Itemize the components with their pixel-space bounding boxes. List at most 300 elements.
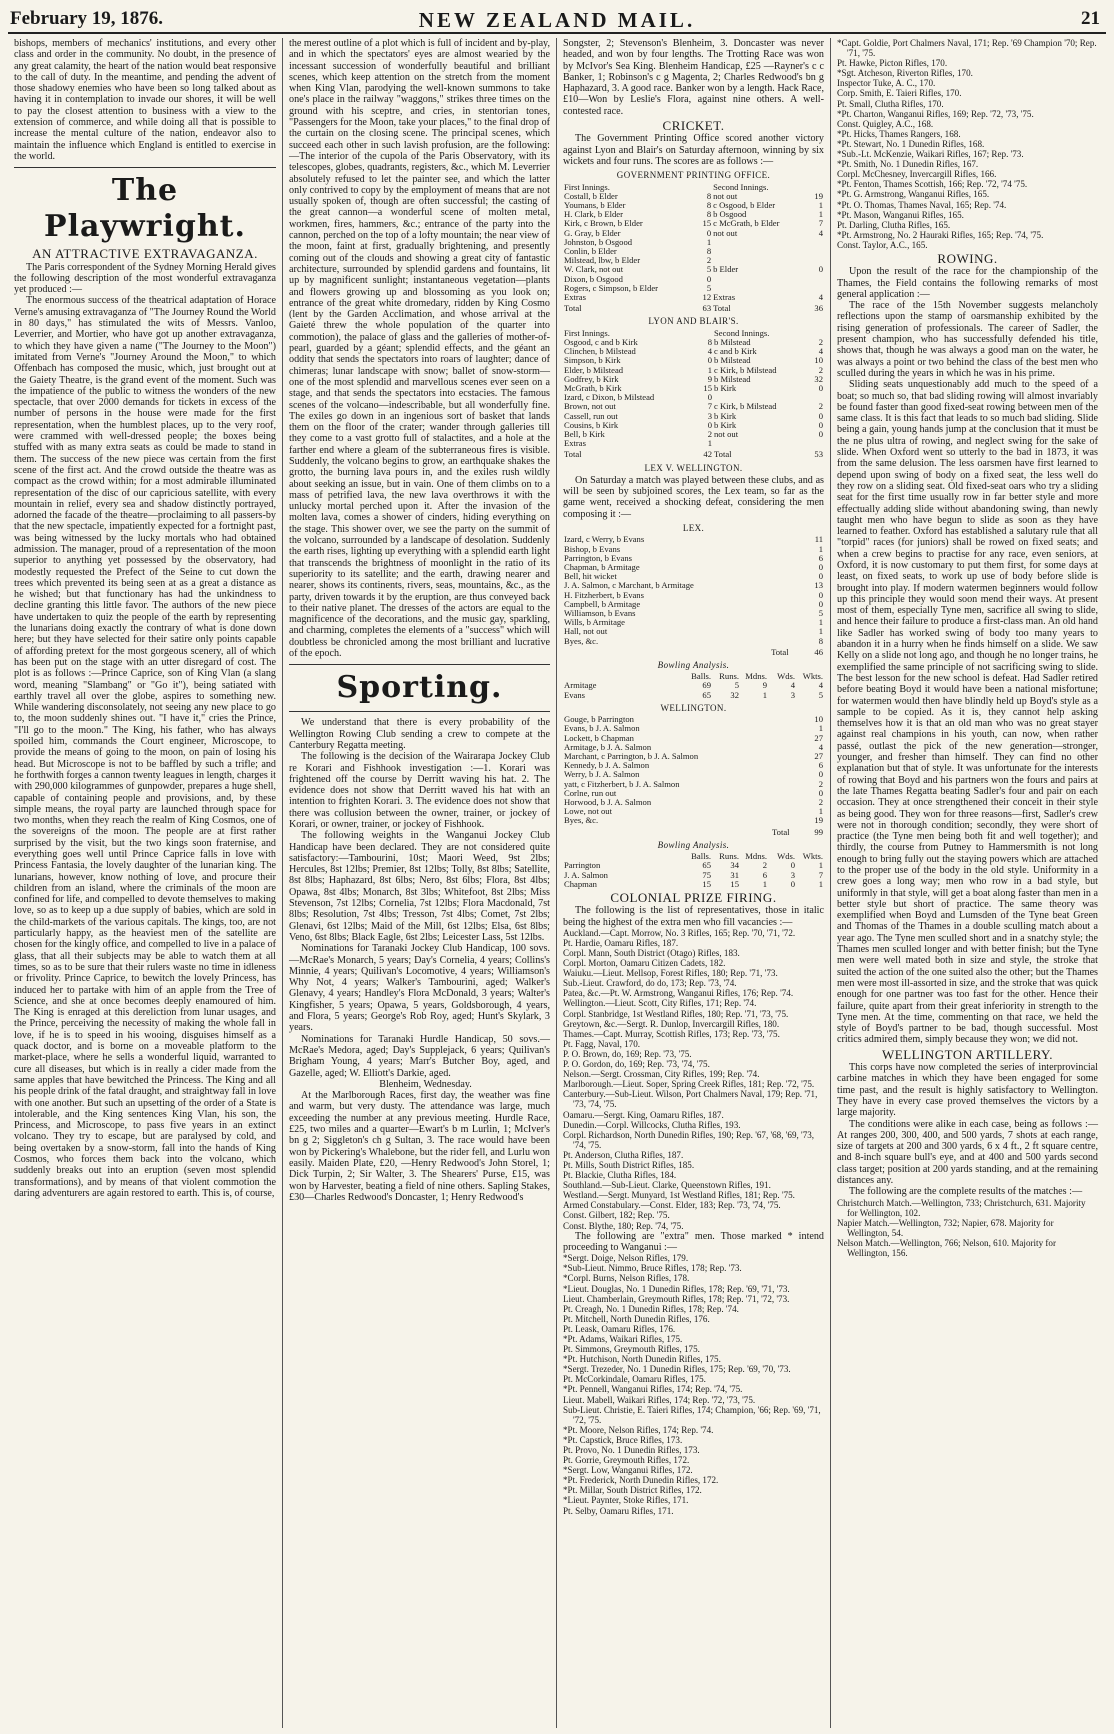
innings-label: Second Innings. — [713, 181, 769, 192]
representative-entry: Patea, &c.—Pt. W. Armstrong, Wanganui Rifles, 176; Rep. '74. — [563, 988, 794, 999]
batsman-second: c and b Kirk — [714, 346, 757, 357]
batsman: Evans, b J. A. Salmon — [564, 723, 640, 734]
bowling-figure: 7 — [818, 869, 823, 880]
column-3 — [556, 38, 830, 1728]
extra-man-entry: Pt. Leask, Oamaru Rifles, 176. — [563, 1323, 676, 1334]
batsman-second: not out — [714, 428, 739, 439]
batting-row — [563, 807, 824, 816]
extra-man-entry: *Lieut. Paynter, Stoke Rifles, 171. — [563, 1495, 689, 1506]
batsman-first: Bell, b Kirk — [564, 428, 605, 439]
runs: 1 — [818, 626, 823, 637]
bowling-figure: 15 — [730, 878, 739, 889]
runs-first: 15 — [703, 382, 712, 393]
bowling-col-head: Mdns. — [745, 671, 767, 682]
article-paragraph: The following weights in the Wanganui Jockey Club Handicap have been declared. They are not considered quite satisfactory:—Tambourini, 10st; Maori Weed, 9st 2lbs; Hercules, 8st 12lbs; Premier, 8st 12lbs; Tolly, 8st 8lbs; Satellite, 8st 8lbs; Haphazard, 8st 6lbs; Nero, 8st 6lbs; Flora, 8st 4lbs; Opawa, 8st 4lbs; Monarch, 8st 3lbs; Whitefoot, 8st 2lbs; Miss Stevenson, 7st 12lbs; Cornelia, 7st 12lbs; Flora Macdonald, 7st 8lbs; Resolution, 7st 4lbs; Tresson, 7st 4lbs; Comet, 7st 2lbs; Glenavi, 6st 12lbs; Maid of the Mill, 6st 12lbs; Elsa, 6st 8lbs; Veno, 6st 8lbs; Black Eagle, 6st 2lbs; Leicester Lass, 5st 12lbs. — [289, 830, 550, 943]
bowling-figure: 3 — [790, 869, 795, 880]
representative-entry: Pt. Fagg, Naval, 170. — [563, 1038, 641, 1049]
extra-man-entry: *Sub.-Lt. McKenzie, Waikari Rifles, 167; Rep. '73. — [837, 149, 1024, 160]
bowling-row — [563, 681, 824, 690]
extra-man-entry: Pt. Hawke, Picton Rifles, 170. — [837, 58, 948, 69]
extra-man-entry: Sub-Lieut. Christie, E. Taieri Rifles, 174; Champion, '66; Rep. '69, '71, '72, '75. — [563, 1404, 821, 1425]
representative-entry: Corpl. Stanbridge, 1st Westland Rifles, 180; Rep. '71, '73, '75. — [563, 1008, 789, 1019]
article-paragraph: Nominations for Taranaki Hurdle Handicap, 50 sovs.—McRae's Medora, aged; Day's Supplejack, 6 years; Quilivan's Brigham Young, 4 years; Marr's Butcher Boy, aged, and Gazelle, aged; W. Elliott's Darkie, aged. — [289, 1033, 550, 1079]
runs-second: 1 — [818, 209, 823, 220]
batsman: Byes, &c. — [564, 635, 599, 646]
rowing-headline: ROWING. — [937, 250, 998, 266]
bowling-figure: 69 — [702, 680, 711, 691]
bowling-figure: 65 — [702, 860, 711, 871]
batsman-first: Izard, c Dixon, b Milstead — [564, 392, 655, 403]
batsman: Parrington, b Evans — [564, 552, 633, 563]
runs-first: 5 — [706, 282, 712, 293]
bowler: J. A. Salmon — [564, 869, 608, 880]
bowling-col-head: Runs. — [719, 851, 739, 862]
extra-man-entry: *Capt. Goldie, Port Chalmers Naval, 171; Rep. '69 Champion '70; Rep. '71, '75. — [837, 38, 1097, 59]
batting-row — [563, 293, 824, 302]
runs-first: 5 — [706, 264, 712, 275]
scorecard-lex — [563, 535, 824, 657]
divider — [289, 664, 550, 665]
runs-first: 0 — [706, 273, 712, 284]
bowling-figure: 0 — [790, 860, 795, 871]
runs: 1 — [818, 806, 823, 817]
runs-second — [804, 439, 824, 448]
extra-man-entry: *Pt. Moore, Nelson Rifles, 174; Rep. '74. — [563, 1424, 714, 1435]
article-paragraph: This corps have now completed the series of interprovincial carbine matches in which they have been engaged for some time past, and the result is highly satisfactory to Wellington. They have in every case proved themselves the victors by a large majority. — [837, 1062, 1098, 1119]
batsman-second — [713, 439, 804, 448]
runs: 0 — [818, 769, 823, 780]
runs: 4 — [818, 741, 823, 752]
match-result: Nelson Match.—Wellington, 766; Nelson, 610. Majority for Wellington, 156. — [837, 1237, 1057, 1259]
colonial-headline: COLONIAL PRIZE FIRING. — [610, 889, 777, 905]
batsman: Hall, not out — [564, 626, 608, 637]
total-row — [563, 448, 824, 459]
batsman-first: Elder, b Milstead — [564, 364, 624, 375]
batsman-second: b Milstead — [714, 373, 751, 384]
bowling-figure: 1 — [818, 878, 823, 889]
bowling-figure: 32 — [730, 689, 739, 700]
batsman-second — [712, 275, 804, 284]
artillery-results — [837, 1198, 1098, 1259]
divider — [289, 711, 550, 712]
bowling-wellington — [563, 852, 824, 889]
batsman: Byes, &c. — [564, 815, 599, 826]
section-heading-sporting: Sporting. — [336, 670, 503, 706]
team-title: LYON AND BLAIR'S. — [648, 316, 739, 327]
representative-entry: Westland.—Sergt. Munyard, 1st Westland Rifles, 181; Rep. '75. — [563, 1190, 795, 1201]
extra-man-entry: *Sub-Lieut. Nimmo, Bruce Rifles, 178; Rep. '73. — [563, 1263, 742, 1274]
extra-man-entry: Pt. Small, Clutha Rifles, 170. — [837, 98, 944, 109]
bowling-col-head: Balls. — [691, 851, 711, 862]
runs-first: 8 — [706, 190, 712, 201]
batsman-second: Extras — [713, 292, 736, 302]
runs-first: 3 — [707, 410, 712, 421]
extra-man-entry: *Pt. Armstrong, No. 2 Hauraki Rifles, 165; Rep. '74, '75. — [837, 229, 1044, 240]
total-first: 42 — [703, 449, 712, 460]
team-title: GOVERNMENT PRINTING OFFICE. — [616, 170, 771, 181]
issue-date: February 19, 1876. — [10, 8, 164, 29]
representative-entry: Corpl. Mann, South District (Otago) Rifles, 183. — [563, 948, 740, 958]
batsman: Chapman, b Armitage — [564, 561, 640, 572]
article-paragraph: At the Marlborough Races, first day, the weather was fine and warm, but very dusty. The attendance was large, much exceeding the number at any previous meeting. Hurdle Race, £25, two miles and a quarter—Ewart's b m Lurlin, 1; McIver's bn g 2; Siggleton's ch g Sultan, 3. The race would have been won by Pickering's Whalebone, but the rider fell, and Lurlu won easily. Maiden Plate, £20, —Henry Redwood's John Storel, 1; Dick Turpin, 2; Sir Walter, 3. The Shearers' Purse, £15, was won by Harvester, beating a field of nine others. Sapling Stakes, £30—Charles Redwood's Doncaster, 1; Henry Redwood's — [289, 1090, 550, 1203]
team-title: WELLINGTON. — [660, 702, 727, 713]
runs: 8 — [818, 635, 823, 646]
extra-man-entry: *Sergt. Low, Wanganui Rifles, 172. — [563, 1465, 693, 1476]
team-title: LEX. — [682, 523, 705, 534]
runs: 5 — [818, 607, 823, 618]
representatives-list — [563, 928, 824, 1231]
representative-entry: Pt. Anderson, Clutha Rifles, 187. — [563, 1149, 684, 1160]
extra-man-entry: *Pt. Frederick, North Dunedin Rifles, 172. — [563, 1475, 719, 1486]
runs-first: 12 — [702, 292, 712, 302]
batsman-first: W. Clark, not out — [564, 264, 624, 275]
extra-man-entry: Pt. Provo, No. 1 Dunedin Rifles, 173. — [563, 1445, 700, 1455]
representative-entry: Const. Blythe, 180; Rep. '74, '75. — [563, 1220, 684, 1231]
total-label: Total — [564, 449, 582, 460]
representative-entry: Corpl. Morton, Oamaru Citizen Cadets, 182. — [563, 958, 726, 969]
bowling-figure: 15 — [702, 878, 711, 889]
runs: 6 — [818, 552, 823, 563]
total-label: Total — [564, 303, 582, 314]
batsman: Horwood, b J. A. Salmon — [564, 797, 652, 807]
bowling-figure: 34 — [730, 860, 739, 871]
batsman: Corlne, run out — [564, 787, 617, 798]
batsman-second: c Kirk, b Milstead — [714, 364, 777, 375]
extra-man-entry: *Corpl. Burns, Nelson Rifles, 178. — [563, 1273, 690, 1284]
bowling-figure: 75 — [702, 869, 711, 880]
column-1 — [8, 38, 282, 1728]
total-label: Total — [771, 646, 789, 657]
runs-first: 0 — [707, 355, 712, 366]
batting-row — [563, 439, 824, 448]
batsman-first: Cassell, run out — [564, 410, 618, 421]
runs-first: 1 — [707, 438, 712, 449]
runs-second — [804, 247, 824, 256]
batsman-first: Milstead, lbw, b Elder — [564, 255, 641, 266]
batsman: Izard, c Werry, b Evans — [564, 534, 645, 545]
article-paragraph: On Saturday a match was played between these clubs, and as will be seen by subjoined scores, the Lex team, so far as the game went, received a shocking defeat, considering the men composing it :— — [563, 474, 824, 520]
runs-second — [804, 275, 824, 284]
extra-men-list-continued — [837, 38, 1098, 250]
scorecard-gpo — [563, 183, 824, 314]
extra-man-entry: Pt. Gorrie, Greymouth Rifles, 172. — [563, 1455, 690, 1466]
page-number: 21 — [1081, 8, 1100, 29]
runs: 1 — [818, 617, 823, 628]
runs: 13 — [814, 580, 823, 591]
batsman-first: Youmans, b Elder — [564, 199, 626, 210]
bowling-lex — [563, 672, 824, 700]
extra-man-entry: *Pt. Charton, Wanganui Rifles, 169; Rep. '72, '73, '75. — [837, 108, 1034, 119]
extra-man-entry: *Pt. O. Thomas, Thames Naval, 165; Rep. '74. — [837, 199, 1007, 210]
representative-entry: Auckland.—Capt. Morrow, No. 3 Rifles, 165; Rep. '70, '71, '72. — [563, 927, 796, 938]
innings-label: Second Innings. — [714, 327, 770, 338]
runs-first: 8 — [707, 336, 712, 347]
bowling-row — [563, 871, 824, 880]
runs-first: 0 — [707, 392, 712, 403]
bowling-figure: 9 — [762, 680, 767, 691]
batsman-second: b Kirk — [714, 382, 737, 393]
runs: 0 — [818, 787, 823, 798]
extra-man-entry: *Sgt. Atcheson, Riverton Rifles, 170. — [837, 68, 973, 79]
bowling-title: Bowling Analysis. — [657, 659, 730, 670]
bowling-col-head: Wds. — [777, 671, 795, 682]
runs-first: 2 — [707, 428, 712, 439]
extra-man-entry: *Sergt. Trezeder, No. 1 Dunedin Rifles, 175; Rep. '69, '70, '73. — [563, 1364, 791, 1375]
runs: 0 — [818, 589, 823, 600]
batsman: yatt, c Fitzherbert, b J. A. Salmon — [564, 778, 680, 789]
article-paragraph: The conditions were alike in each case, being as follows :—At ranges 200, 300, 400, and 500 yards, 7 shots at each range, size of targets at 200 and 300 yards, 6 x 4 ft., 2 ft square centre, and 8-inch square bull's eye, and at 400 and 500 yards second class target; position at 200 yards standing, and at the remaining distances any. — [837, 1118, 1098, 1187]
bowling-figure: 5 — [734, 680, 739, 691]
extra-man-entry: Const. Taylor, A.C., 165. — [837, 239, 928, 250]
extra-man-entry: *Pt. Smith, No. 1 Dunedin Rifles, 167. — [837, 159, 979, 170]
bowling-figure: 2 — [762, 860, 767, 871]
innings-label: First Innings. — [564, 327, 610, 338]
section-heading-playwright: The Playwright. — [44, 173, 246, 245]
article-paragraph: The race of the 15th November suggests melancholy reflections upon the stamp of oarsmanship exhibited by the rising generation of professionals. The career of Sadler, the present champion, who has successfully defended his title, shows that, though he was always a good man on the water, he was always a point or two behind the class of the best men who sculled during the years in which he was in his prime. — [837, 300, 1098, 379]
representative-entry: Const. Gilbert, 182; Rep. '75. — [563, 1210, 670, 1221]
representative-entry: Pt. Mills, South District Rifles, 185. — [563, 1159, 695, 1170]
batsman: Bishop, b Evans — [564, 543, 621, 554]
runs-first: 15 — [702, 218, 712, 229]
extra-man-entry: *Pt. Mason, Wanganui Rifles, 165. — [837, 209, 964, 220]
scorecard-lyon-blair — [563, 329, 824, 460]
extra-man-entry: Corpl. McChesney, Invercargill Rifles, 166. — [837, 169, 997, 180]
bowling-header — [563, 852, 824, 861]
article-paragraph: The Government Printing Office scored another victory against Lyon and Blair's on Saturday afternoon, winning by six wickets and four runs. The scores are as follows :— — [563, 133, 824, 167]
batsman-first: Godfrey, b Kirk — [564, 373, 619, 384]
runs-first: 1 — [707, 364, 712, 375]
runs-second: 0 — [818, 419, 823, 430]
article-paragraph: The following are the complete results of the matches :— — [849, 1186, 1083, 1198]
batsman: J. A. Salmon, c Marchant, b Armitage — [564, 580, 694, 591]
runs-second: 0 — [818, 264, 823, 275]
representative-entry: P. O. Brown, do, 169; Rep. '73, '75. — [563, 1048, 692, 1059]
batsman-first: Kirk, c Brown, b Elder — [564, 218, 643, 229]
batsman-second — [712, 238, 804, 247]
column-2 — [282, 38, 556, 1728]
extra-man-entry: Pt. Creagh, No. 1 Dunedin Rifles, 178; Rep. '74. — [563, 1303, 739, 1314]
bowler: Evans — [564, 689, 586, 700]
batsman-first: Osgood, c and b Kirk — [564, 336, 638, 347]
batsman-second: b Elder — [713, 264, 739, 275]
runs: 0 — [818, 561, 823, 572]
article-paragraph: Sliding seats unquestionably add much to the speed of a boat; so much so, that bad sliding rowing will almost invariably be found faster than good fixed-seat rowing between men of the same class. It is this fact that leads to so much bad sliding. Slide being a gain, young hands jump at the conclusion that it must be the ne plus ultra of rowing, and neglect swing for the sake of slide. When Oxford went so utterly to the bad in 1873, it was from the same delusion. The less oarsmen have first learned to depend upon swing of body on a fixed seat, the less well do they row on a sliding seat. Old fixed-seat oars who try a sliding seat for the first time usually row in far better style and more effectually adding slide without abandoning swing, than newly taught men who have begun to slide as soon as they have learned to feather. Oxford has established a salutary rule that all "torpid" races (for juniors) shall be rowed on fixed seats; and when a crew begins to practise for any race, even seniors, at Oxford, it is now customary to put them first, for some days at least, on fixed seats, to work up use of body before slide is brought into play. If modern watermen beginners would follow up this principle they would soon mend their ways. At present most of them, especially Tyne men, sacrifice all swing to slide, and hence their failure to produce a first-class man. An old hand like Sadler has worked swing of body too many years to abandon it in a hurry when he finds himself on a slide. We saw Kelly on a slide not long ago, and though he no longer trains, he exemplified the same principle of not sacrificing swing to slide. The best lesson for the new school is defeat. Had Sadler retired before beating Boyd it would have been a national misfortune; for watermen would then have blindly held up Boyd's style as a sample to be copied. As it is, they cannot help asking themselves how it is that an old man who was no great stayer against real champions in his youth, can now, when rather passé, outlast the pick of the new generation—stronger, younger, and fresher than himself. They can find no other explanation but that of style. It was unfortunate for the interests of rowing that Boyd and his partners won the fours and pairs at the late Thames Regatta beating Sadler's four and pair on each occasion. They at once strengthened their conceit in their style as being good. They won for three reasons—first, Sadler's crew were not in thorough condition; secondly, they were short of practice (the Tyne men being both fit and well together); and thirdly, the course from Putney to Hammersmith is not long enough to bring fully out the staying powers which are attached to the proper use of the body in the old style. Uniformity in a crew goes a long way; men who row in a bad style, but uniformly in that style, will get a boat along faster than men in a better style but short of practice. The same theory was exemplified when Boyd and Lumsden of the Tyne beat Green and Thomas of the Thames in a double sculling match about a year ago. The Tyne men sculled short and in a snatchy style; the Thames men sculled longer and with better finish; but the Tyne men were well mated both in size and style, the stroke that suited the action of the one suited also the other; but the Thames men were most ill-assorted in size, and the stroke that was quick enough for one partner was too fast for the other. Hence their failure, quite apart from their great inferiority in strength to the Tyne men. At the time, commenting on that race, we held the style of Boyd's partner to be bad, though successful. Most critics admired them, simply because they won; we did not. — [837, 379, 1098, 1046]
bowling-row — [563, 691, 824, 700]
batsman-first: Johnston, b Osgood — [564, 236, 633, 247]
bowling-figure: 1 — [762, 689, 767, 700]
batsman: Bell, hit wicket — [564, 571, 617, 582]
extra-man-entry: Inspector Tuke, A. C., 170. — [837, 78, 936, 89]
article-paragraph: Nominations for Taranaki Jockey Club Handicap, 100 sovs.—McRae's Monarch, 5 years; Day's Cornelia, 4 years; Collins's Minnie, 4 years; Quilivan's Locomotive, 4 years; Williamson's Why Not, 4 years; Walker's Tambourini, aged; Walker's Glenavy, 4 years; Handley's Flora McDonald, 3 years; Walter's Kingfisher, 5 years; Opawa, 5 years, Goldsborough, 4 years, and Flora, 5 years; George's Rob Roy, aged; Hunt's Skylark, 3 years. — [289, 943, 550, 1034]
bowling-col-head: Balls. — [691, 671, 711, 682]
columns — [8, 38, 1106, 1728]
scorecard-wellington — [563, 715, 824, 837]
batsman-first: H. Clark, b Elder — [564, 209, 623, 220]
runs: 6 — [818, 760, 823, 771]
article-paragraph: The enormous success of the theatrical adaptation of Horace Verne's amusing extravaganza of "The Journey Round the World in 80 days," has stimulated the wits of Messrs. Vanloo, Leverrier, and Mortier, who have got up another extravaganza, to which they have given a name ("The Journey to the Moon") imitated from Verne's "Journey Around the Moon," to which Offenbach has composed the music, which, just brought out at the Gaiety Theatre, is the grand event of the moment. Such was the impatience of the public to witness the wonders of the new spectacle, that over 2000 demands for tickets in excess of the number of persons in the house were made for the first representation, when the humblest places, up to the very roof, were crammed with well-dressed people; the boxes being stuffed with as many extra seats as could be made to stand in them. The success of the new piece was certain from the first scene of the first act. And the crowd outside the theatre was as compact as the crowd within; for a most admirable illuminated representation of the disc of our capricious satellite, with every mountain in relief, every sea and shadow distinctly portrayed, adorned the facade of the theatre—proclaiming to all passers-by that the new spectacle, impatiently expected for a fortnight past, was being witnessed by the lucky mortals who had obtained admission. The manager, proud of a representation of the moon superior to anything yet possessed by the observatory, had modestly requested the Prefect of the Seine to cut down the trees which prevented its being seen at as a great a distance as he wished; but that functionary has had the unkindness to decline granting this little favor. The authors of the new piece have undertaken to quiz the people of the earth by representing the lunarians doing exactly the contrary of what is done down here; but they have selected for their satire only points capable of affording pretext for the most gorgeous scenery, all of which has been put on the stage with an utter disregard of cost. The plot is as follows :—Prince Caprice, son of King Vlan (a slang word, meaning "Slambang" or "Go it"), being satiated with earthly travel all over the globe, aspires to something new. While wandering disconsolately, not seeing any new place to go to, the moon suddenly shines out. "I have it," cries the Prince, "I'll go to the moon." The King, his father, who has always spoiled him, commands the Court engineer, Microscope, to provide the means of going to the moon, on pain of losing his head. But Microscope is not to be baffled by such a trifle; and he forthwith forges a cannon twenty leagues in length, charges it with 290,000 kilogrammes of gunpowder, prepares a huge shell, capable of containing people and provisions, and, by these simple means, the royal party are launched through space for two months, when they reach the realm of King Cosmos, one of the sovereigns of the moon. The people are at first rather surprised by the visit, but the two kings soon fraternise, and everything goes well until Prince Caprice falls in love with Princess Fantasia, the lovely daughter of the lunarian king. The lunarians, however, know nothing of love, and procure their children from an island, where the criminals of the moon are confined for life, and compelled to devote themselves to making love, so as to keep up a due supply of babies, which are sold in the child-markets of the various capitals. The kings, too, are not particularly happy, as the heaviest men of the satellite are chosen for the kingly office, and compelled to live in a palace of glass, that all their subjects may be able to watch them at all times, so as to be sure that their rulers waste no time in idleness or frivolity. Prince Caprice, to bewitch the lovely Princess, has induced her to partake with him of an apple from the Tree of Science, and she at once becomes deeply enamoured of him. The King is enraged at this dereliction from lunar usages, and the Prince, perceiving the necessity of making the whole fall in love, if he is to speed in his wooing, disguises himself as a quack doctor, and is borne on a moveable platform to the market-place, where he sells a wonderful liquid, warranted to cure all diseases, but which is in really a cider made from the same apples that have bewitched the Princess. The King and all his people drink of the fatal draught, and straightway fall in love with one another. But such an upsetting of the order of a State is intolerable, and the King sentences King Vlan, his son, the Princess, and Microscope, to pass five years in an extinct volcano. They try to escape, but are paralysed by cold, and being overtaken by a snow-storm, fall into the hands of King Cosmos, who forces them back into the volcano, which suddenly breaks out into an eruption (seven most splendid transformations), and by means of that violent commotion the daring adventurers are again restored to earth. This is, of course, — [14, 295, 276, 1199]
bowling-row — [563, 880, 824, 889]
extra-man-entry: Pt. Selby, Oamaru Rifles, 171. — [563, 1505, 674, 1516]
batsman: Marchant, c Parrington, b J. A. Salmon — [564, 750, 699, 761]
runs-first: 8 — [706, 209, 712, 220]
representative-entry: Armed Constabulary.—Const. Elder, 183; Rep. '73, '74, '75. — [563, 1200, 781, 1211]
runs-second: 19 — [814, 190, 823, 201]
batsman-first: G. Gray, b Elder — [564, 227, 621, 238]
article-headline: AN ATTRACTIVE EXTRAVAGANZA. — [32, 246, 258, 262]
runs-second: 0 — [818, 382, 823, 393]
batsman-second: b Kirk — [714, 410, 737, 421]
extra-man-entry: *Pt. Millar, South District Rifles, 172. — [563, 1485, 702, 1496]
runs-first: 9 — [707, 373, 712, 384]
article-paragraph: the merest outline of a plot which is full of incident and by-play, and in which the spectators' eyes are almost wearied by the incessant succession of wonderfully beautiful and brilliant scenes, which keep attention on the stretch from the moment when King Vlan, parodying the well-known summons to take one's place in the railway "waggons," strikes three times on the ground with his sceptre, and cries, in stentorian tones, "Passengers for the Moon, take your places," to the final drop of the curtain on the closing scene. The principal scenes, which succeed each other in such lavish profusion, are the following:—The interior of the cupola of the Paris Observatory, with its telescopes, globes, quadrants, registers, &c., which M. Leverrier absolutely refused to let the painter see, and which the latter only contrived to copy by the employment of means that are not usually spoken of, though are often successful; the casting of the great cannon—a wonderful scene of molten metal, workmen, fires, hammers, &c.; entrance of the party into the cannon, perched on the top of a lofty mountain; the near view of the moon, faint at first, gradually brightening, and presently coming out of the clouds and showing a great city of fantastic architecture, surrounded by splendid gardens and fountains, lit up by magnificent sunlight; instantaneous vegetation—plants and flowers growing up and blossoming as you look on; entrance of the great white dromedary, ridden by King Cosmo (lent by the Garden Acclimation, and whose arrival at the Gaieté threw the whole population of the quarter into commotion), the palace of glass and the galleries of mother-of-pearl, guarded by a géant; splendid effects, and the géant an oddity that sends the spectators into roars of laughter; dance of chimeras; lunar landscape with snow; ballet of snow-storm—one of the most splendid and marvellous scenes ever seen on a stage, and that sends the spectators into ecstacies. The famous scenes of the volcano—indescribable, but all wonderfully fine. The exiles go down in an ingenious sort of basket that lands them on the floor of the crater; wander through galleries till they come to a vast grotto full of stalactites, and a hole at the farther end where a gleam of the subterraneous fires is visible. Suddenly, the volcano begins to grow, an earthquake shakes the grotto, the burning lava pours in, and the exiles rush wildly about seeking an issue, but in vain. One of them climbs on to a mass of petrified lava, the new lava overthrows it with the unlucky mortal perched upon it. After the invasion of the molten lava, comes a shower of cinders, hiding everything on the stage. This shower over, we see the party on the summit of the volcano, surrounded by a landscape of desolation. Suddenly the earth rises, lighting up everything with a splendid earth light that transcends the brightness of moonlight in the ratio of its superiority to its satellite; and the earth, drawing nearer and nearer, shows its continents, rivers, seas, mountains, &c., as the party, driven towards it by the eruption, are thus conveyed back to their native planet. The dresses of the actors are equal to the magnificence of the decorations, and the music gay, sparkling, and charming, completes the elements of a "success" which will doubtless be chronicled among the most brilliant and lucrative of the epoch. — [289, 38, 550, 660]
extra-man-entry: *Lieut. Douglas, No. 1 Dunedin Rifles, 178; Rep. '69, '71, '73. — [563, 1283, 790, 1294]
runs-second: 2 — [818, 364, 823, 375]
extra-man-entry: *Pt. Hutchison, North Dunedin Rifles, 175. — [563, 1354, 721, 1365]
extra-man-entry: *Pt. Stewart, No. 1 Dunedin Rifles, 168. — [837, 138, 985, 149]
extra-man-entry: *Pt. Capstick, Bruce Rifles, 173. — [563, 1434, 683, 1445]
total-runs: 46 — [814, 646, 823, 657]
batsman-first: Conlin, b Elder — [564, 245, 617, 256]
representative-entry: Nelson.—Sergt. Crossman, City Rifles, 199; Rep. '74. — [563, 1069, 760, 1080]
runs-first: 0 — [706, 227, 712, 238]
runs: 1 — [818, 543, 823, 554]
newspaper-title: NEW ZEALAND MAIL. — [418, 8, 696, 32]
runs-first: 1 — [706, 236, 712, 247]
batsman: Kennedy, b J. A. Salmon — [564, 760, 650, 771]
bowling-figure: 65 — [702, 689, 711, 700]
runs-second: 4 — [818, 292, 823, 302]
runs-second — [804, 238, 824, 247]
article-paragraph: We understand that there is every probability of the Wellington Rowing Club sending a crew to compete at the Canterbury Regatta meeting. — [289, 717, 550, 751]
extra-man-entry: *Pt. Hicks, Thames Rangers, 168. — [837, 128, 961, 139]
divider — [14, 167, 276, 168]
batsman: Werry, b J. A. Salmon — [564, 769, 640, 780]
bowling-figure: 1 — [762, 878, 767, 889]
representative-entry: Waiuku.—Lieut. Mellsop, Forest Rifles, 180; Rep. '71, '73. — [563, 968, 778, 979]
bowler: Parrington — [564, 860, 601, 871]
representative-entry: Pt. Blackie, Clutha Rifles, 184. — [563, 1170, 677, 1181]
batting-row — [563, 816, 824, 825]
batsman: Gouge, b Parrington — [564, 714, 634, 725]
extra-man-entry: Corp. Smith, E. Taieri Rifles, 170. — [837, 88, 962, 99]
representative-entry: Pt. Hardie, Oamaru Rifles, 187. — [563, 937, 679, 948]
bowling-figure: 4 — [818, 680, 823, 691]
batsman-second: not out — [713, 190, 738, 201]
batsman: Campbell, b Armitage — [564, 598, 641, 609]
artillery-headline: WELLINGTON ARTILLERY. — [881, 1046, 1053, 1062]
runs: 2 — [818, 797, 823, 807]
bowling-figure: 31 — [730, 869, 739, 880]
runs: 11 — [814, 534, 823, 545]
batsman-second: b Milstead — [714, 336, 751, 347]
batsman-first: Cousins, b Kirk — [564, 419, 619, 430]
batsman-second — [712, 247, 804, 256]
runs-first: 8 — [706, 199, 712, 210]
runs-second: 7 — [818, 218, 823, 229]
runs-first: 0 — [707, 419, 712, 430]
batsman: Lockett, b Chapman — [564, 732, 634, 743]
extra-man-entry: Pt. Mitchell, North Dunedin Rifles, 176. — [563, 1313, 710, 1324]
batsman-first: McGrath, b Kirk — [564, 382, 622, 393]
bowling-figure: 5 — [818, 689, 823, 700]
representative-entry: Southland.—Sub-Lieut. Clarke, Queenstown Rifles, 191. — [563, 1180, 771, 1191]
representative-entry: Wellington.—Lieut. Scott, City Rifles, 171; Rep. '74. — [563, 998, 757, 1009]
total-row — [563, 826, 824, 837]
bowling-title: Bowling Analysis. — [657, 839, 730, 850]
cricket-headline: CRICKET. — [662, 118, 725, 134]
extra-man-entry: Pt. McCorkindale, Oamaru Rifles, 175. — [563, 1374, 706, 1385]
runs-second: 4 — [818, 346, 823, 357]
batsman-first: Clinchen, b Milstead — [564, 346, 636, 357]
batting-row — [563, 284, 824, 293]
runs-second: 2 — [818, 336, 823, 347]
article-paragraph: Songster, 2; Stevenson's Blenheim, 3. Doncaster was never headed, and won by four lengths. The Trotting Race was won by McIvor's Sea King. Blenheim Handicap, £25 —Rayner's c c Banker, 1; Robinson's c g Magenta, 2; Charles Redwood's bn g Haphazard, 3. A good race. Banker won by a length. Hack Race, £10—Won by Leslie's Flora, against nine others. A well-contested race. — [563, 38, 824, 117]
bowling-figure: 1 — [818, 860, 823, 871]
extra-man-entry: *Pt. Fenton, Thames Scottish, 166; Rep. '72, '74 '75. — [837, 179, 1028, 190]
dateline: Blenheim, Wednesday. — [379, 1078, 472, 1090]
article-paragraph: Upon the result of the race for the championship of the Thames, the Field contains the following remarks of most general application :— — [837, 266, 1098, 300]
bowler: Chapman — [564, 878, 597, 889]
article-paragraph: The following is the list of representatives, those in italic being the highest of the extra men who fill vacancies :— — [563, 905, 824, 928]
batsman-first: Rogers, c Simpson, b Elder — [564, 282, 659, 293]
total-row — [563, 646, 824, 657]
extra-man-entry: Lieut. Mabell, Waikari Rifles, 174; Rep. '72, '73, '75. — [563, 1394, 756, 1405]
bowling-col-head: Wkts. — [802, 671, 823, 682]
runs: 0 — [818, 571, 823, 582]
total-runs: 99 — [814, 826, 823, 837]
extra-men-list — [563, 1253, 824, 1515]
batsman-first: Simpson, b Kirk — [564, 355, 621, 366]
match-result: Christchurch Match.—Wellington, 733; Christchurch, 631. Majority for Wellington, 102. — [837, 1197, 1086, 1218]
bowling-header — [563, 672, 824, 681]
article-continuation: bishops, members of mechanics' institutions, and every other class and order in the community. No doubt, in the presence of any great calamity, the heart of the nation would beat responsive to the call of duty. In the meantime, and pending the advent of those shadowy enemies who have been so long talked about as having it in contemplation to invade our shores, it will be well to pay the closest attention to business with a view to the extension of commerce, and while doing all that is possible to increase the mental culture of the nation, endeavor also to maintain the influence which England is entitled to exercise in the world. — [14, 38, 276, 162]
bowling-figure: 4 — [790, 680, 795, 691]
batsman: Wills, b Armitage — [564, 617, 625, 628]
total-label: Total — [713, 303, 731, 314]
batsman-second: b Kirk — [714, 419, 737, 430]
extra-man-entry: Pt. Darling, Clutha Rifles, 165. — [837, 219, 951, 230]
batsman-second: c Kirk, b Milstead — [714, 401, 777, 412]
extra-man-entry: Pt. Simmons, Greymouth Rifles, 175. — [563, 1344, 700, 1355]
article-paragraph: The following are "extra" men. Those marked * intend proceeding to Wanganui :— — [563, 1230, 824, 1253]
runs-second: 32 — [814, 373, 823, 384]
representative-entry: P. O. Gordon, do, 169; Rep. '73, '74, '75. — [563, 1059, 710, 1070]
runs: 1 — [818, 723, 823, 734]
extra-man-entry: Lieut. Chamberlain, Greymouth Rifles, 178; Rep. '71, '72, '73. — [563, 1293, 790, 1304]
batsman-first: Extras — [564, 292, 586, 302]
total-second: 53 — [814, 449, 823, 460]
column-4 — [830, 38, 1104, 1728]
batting-row — [563, 430, 824, 439]
batsman-second: b Osgood — [713, 209, 747, 220]
batsman-second: b Milstead — [714, 355, 751, 366]
batting-row — [563, 627, 824, 636]
runs-first: 7 — [707, 401, 712, 412]
representative-entry: Dunedin.—Corpl. Willcocks, Clutha Rifles, 193. — [563, 1119, 741, 1130]
bowling-figure: 6 — [762, 869, 767, 880]
extra-man-entry: *Sergt. Doige, Nelson Rifles, 179. — [563, 1253, 689, 1264]
extra-man-entry: *Pt. Pennell, Wanganui Rifles, 174; Rep. '74, '75. — [563, 1384, 743, 1395]
runs: 27 — [814, 732, 823, 743]
total-label: Total — [772, 826, 790, 837]
representative-entry: Greytown, &c.—Sergt. R. Dunlop, Invercargill Rifles, 180. — [563, 1018, 780, 1029]
batsman: Williamson, b Evans — [564, 607, 636, 618]
runs: 10 — [814, 714, 823, 725]
representative-entry: Thames.—Capt. Murray, Scottish Rifles, 173; Rep. '73, '75. — [563, 1028, 780, 1039]
bowling-col-head: Wds. — [777, 851, 795, 862]
match-result: Napier Match.—Wellington, 732; Napier, 678. Majority for Wellington, 54. — [837, 1217, 1054, 1238]
runs-second: 10 — [814, 355, 823, 366]
